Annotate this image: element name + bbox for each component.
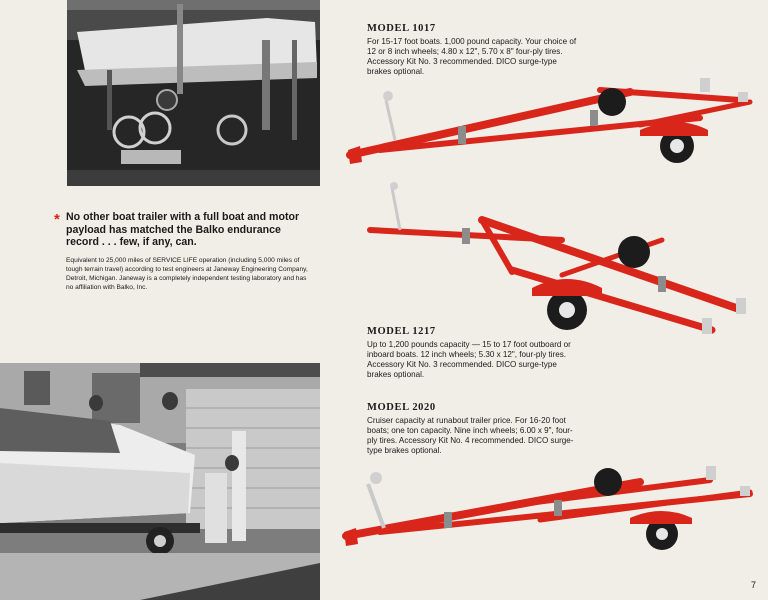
model-2020: [367, 402, 577, 456]
page-number: 7: [751, 580, 757, 590]
claim-detail: Equivalent to 25,000 miles of SERVICE LIFE operation (including 5,000 miles of tough terrain travel) according to test engineers at Janeway Engineering Company, Detroit, Michigan. Janeway is a completely independent testing laboratory and has no affiliation with Balko, Inc.: [66, 256, 308, 291]
endurance-claim: [54, 211, 308, 292]
endurance-test-photo: [67, 0, 320, 186]
model-description: Up to 1,200 pounds capacity — 15 to 17 foot outboard or inboard boats. 12 inch wheels; 5.30 x 12", four-ply tires. Accessory Kit No. 3 recommended. DICO surge-type brakes optional.: [367, 340, 571, 379]
model-1217: [367, 326, 577, 380]
trailer-2020-illustration: [340, 460, 760, 560]
model-title: MODEL 1017: [367, 23, 436, 34]
trailer-1217-illustration: [362, 180, 762, 340]
model-description: For 15-17 foot boats. 1,000 pound capacity. Your choice of 12 or 8 inch wheels; 4.80 x 12", 5.70 x 8" four-ply tires. Accessory Kit No. 3 recommended. DICO surge-type brakes optional.: [367, 37, 577, 76]
model-description: Cruiser capacity at runabout trailer price. For 16-20 foot boats; one ton capacity. Nine inch wheels; 6.00 x 9", four-ply tires. Accessory Kit No. 4 recommended. DICO surge-type brakes optional.: [367, 416, 574, 455]
model-title: MODEL 1217: [367, 326, 436, 337]
claim-headline: No other boat trailer with a full boat and motor payload has matched the Balko endurance record . . . few, if any, can.: [66, 211, 300, 248]
family-boat-photo: [0, 363, 320, 600]
trailer-1017-illustration: [340, 70, 760, 175]
model-title: MODEL 2020: [367, 402, 436, 413]
model-1017: [367, 23, 577, 77]
asterisk-marker: *: [54, 211, 60, 228]
